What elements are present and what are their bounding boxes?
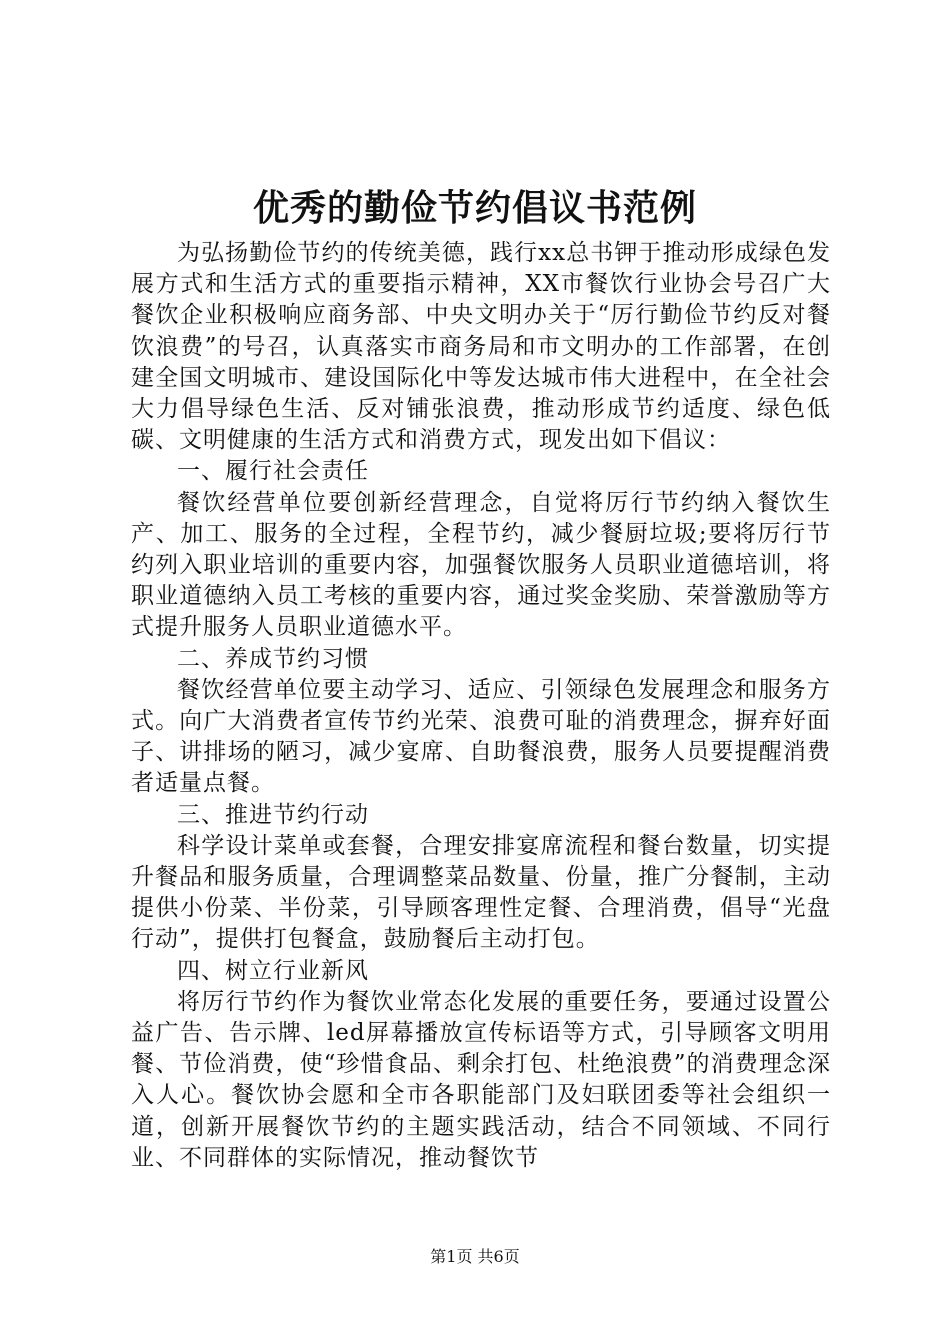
page-number-footer: 第1页 共6页 xyxy=(430,1247,520,1266)
section-heading: 二、养成节约习惯 xyxy=(177,645,369,672)
body-paragraph: 将厉行节约作为餐饮业常态化发展的重要任务，要通过设置公益广告、告示牌、led屏幕播放宣传标语等方式，引导顾客文明用餐、节俭消费，使“珍惜食品、剩余打包、杜绝浪费”的消费理念深入人心。餐饮协会愿和全市各职能部门及妇联团委等社会组织一道，创新开展餐饮节约的主题实践活动，结合不同领域、不同行业、不同群体的实际情况，推动餐饮节 xyxy=(131,988,831,1171)
document-body xyxy=(131,238,831,1174)
body-paragraph: 餐饮经营单位要创新经营理念，自觉将厉行节约纳入餐饮生产、加工、服务的全过程，全程节约，减少餐厨垃圾;要将厉行节约列入职业培训的重要内容，加强餐饮服务人员职业道德培训，将职业道德纳入员工考核的重要内容，通过奖金奖励、荣誉激励等方式提升服务人员职业道德水平。 xyxy=(131,489,831,641)
body-paragraph: 科学设计菜单或套餐，合理安排宴席流程和餐台数量，切实提升餐品和服务质量，合理调整菜品数量、份量，推广分餐制，主动提供小份菜、半份菜，引导顾客理性定餐、合理消费，倡导“光盘行动”，提供打包餐盒，鼓励餐后主动打包。 xyxy=(131,832,831,953)
document-title: 优秀的勤俭节约倡议书范例 xyxy=(252,187,697,229)
intro-paragraph: 为弘扬勤俭节约的传统美德，践行xx总书钾于推动形成绿色发展方式和生活方式的重要指示精神，XX市餐饮行业协会号召广大餐饮企业积极响应商务部、中央文明办关于“厉行勤俭节约反对餐饮浪费”的号召，认真落实市商务局和市文明办的工作部署，在创建全国文明城市、建设国际化中等发达城市伟大进程中，在全社会大力倡导绿色生活、反对铺张浪费，推动形成节约适度、绿色低碳、文明健康的生活方式和消费方式，现发出如下倡议： xyxy=(131,240,831,454)
body-paragraph: 餐饮经营单位要主动学习、适应、引领绿色发展理念和服务方式。向广大消费者宣传节约光荣、浪费可耻的消费理念，摒弃好面子、讲排场的陋习，减少宴席、自助餐浪费，服务人员要提醒消费者适量点餐。 xyxy=(131,676,831,797)
section-heading: 三、推进节约行动 xyxy=(177,801,369,828)
section-heading: 一、履行社会责任 xyxy=(177,458,369,485)
section-heading: 四、树立行业新风 xyxy=(177,957,369,984)
